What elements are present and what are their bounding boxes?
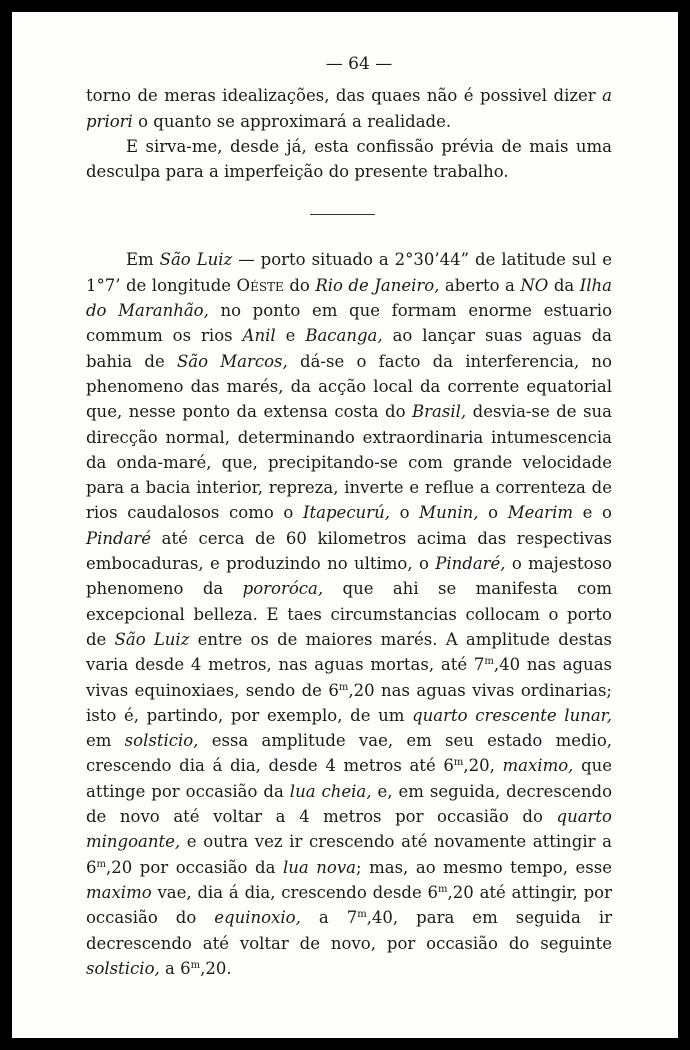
italic-term: solsticio, — [124, 731, 199, 751]
italic-term: São Marcos, — [176, 351, 288, 371]
text-run: o quanto se approximará a realidade. — [132, 111, 452, 131]
unit-superscript: m — [96, 858, 106, 870]
text-run: no ponto em que formam enorme estuario commum os rios — [86, 301, 612, 346]
italic-term: quarto mingoante, — [86, 807, 612, 852]
text-run: o — [478, 503, 508, 523]
italic-term: lua nova — [282, 857, 356, 877]
italic-term: Itapecurú, — [303, 503, 390, 523]
italic-term: lua cheia, — [289, 781, 372, 801]
unit-superscript: m — [484, 656, 494, 668]
italic-term: a priori — [86, 86, 612, 131]
small-caps-term: Oéste — [236, 275, 284, 295]
italic-term: pororóca, — [242, 579, 324, 599]
text-run: o — [389, 503, 420, 523]
italic-term: Anil — [242, 326, 276, 346]
italic-term: Brasil, — [412, 402, 467, 422]
paragraph-sao-luiz — [86, 247, 612, 981]
text-run: e — [275, 326, 306, 346]
italic-term: São Luiz — [114, 629, 190, 649]
unit-superscript: m — [438, 883, 448, 895]
italic-term: Rio de Janeiro, — [315, 275, 440, 295]
text-run: aberto a — [439, 275, 521, 295]
italic-term: Munin, — [419, 503, 479, 523]
text-run: em — [86, 731, 125, 751]
unit-superscript: m — [453, 757, 464, 769]
text-run: até cerca de 60 kilometros acima das respectivas embocaduras, e produzindo no ultimo, o — [86, 528, 612, 574]
italic-term: São Luiz — [159, 250, 233, 270]
text-run: — porto situado a 2°30’44” de latitude sul e 1°7’ de longitude — [86, 250, 613, 295]
text-run: dá-se o facto da interferencia, no phenomeno das marés, da acção local da corrente equatorial que, nesse ponto da extensa costa do — [86, 351, 612, 422]
text-run: ,20. — [200, 958, 232, 978]
text-run: a 7 — [300, 908, 358, 928]
unit-superscript: m — [190, 959, 201, 971]
text-run: Em — [126, 250, 160, 270]
italic-term: equinoxio, — [214, 908, 301, 928]
text-run: da — [548, 275, 580, 295]
text-run: ao lançar suas aguas da bahia de — [86, 326, 612, 371]
italic-term: Ilha do Maranhão, — [86, 275, 612, 321]
text-run: ,40 nas aguas vivas equinoxiaes, sendo de 6 — [86, 655, 612, 700]
unit-superscript: m — [357, 909, 367, 921]
text-run: ,20, — [463, 756, 503, 776]
text-run: o majestoso phenomeno da — [86, 554, 612, 599]
text-run: e outra vez ir crescendo até novamente attingir a 6 — [86, 832, 612, 877]
italic-term: Pindaré — [86, 528, 152, 548]
text-run: vae, dia á dia, crescendo desde 6 — [151, 882, 439, 902]
italic-term: quarto crescente lunar, — [412, 705, 612, 725]
text-run: entre os de maiores marés. A amplitude destas varia desde 4 metros, nas aguas mortas, até 7 — [86, 629, 612, 675]
book-page — [12, 12, 678, 1038]
italic-term: Mearim — [507, 503, 573, 523]
text-run: que ahi se manifesta com excepcional belleza. E taes circumstancias collocam o porto de — [86, 579, 612, 649]
text-run: torno de meras idealizações, das quaes não é possivel dizer — [86, 86, 603, 106]
text-run: ,20 nas aguas vivas ordinarias; isto é, partindo, por exemplo, de um — [86, 680, 612, 725]
text-run: ,20 até attingir, por occasião do — [86, 882, 612, 928]
italic-term: solsticio, — [86, 958, 160, 978]
text-run: ,40, para em seguida ir decrescendo até voltar de novo, por occasião do seguinte — [86, 908, 612, 953]
text-run: do — [283, 275, 316, 295]
italic-term: NO — [520, 275, 549, 295]
section-divider — [310, 214, 375, 215]
page-content — [86, 52, 612, 981]
paragraph-apology: E sirva-me, desde já, esta confissão prévia de mais uma desculpa para a imperfeição do presente trabalho. — [86, 136, 612, 182]
italic-term: Bacanga, — [305, 326, 383, 346]
text-run: que attinge por occasião da — [86, 756, 613, 801]
text-run: e, em seguida, decrescendo de novo até voltar a 4 metros por occasião do — [86, 781, 612, 827]
italic-term: Pindaré, — [435, 554, 506, 574]
text-run: ; mas, ao mesmo tempo, esse — [356, 857, 612, 877]
page-number: — 64 — — [325, 54, 393, 74]
text-run: e o — [573, 503, 612, 523]
paragraph-continuation — [86, 83, 612, 134]
text-run: desvia-se de sua direcção normal, determinando extraordinaria intumescencia da onda-maré, que, precipitando-se com grande velocidade para a bacia interior, repreza, inverte e reflue a correnteza de rios caudalosos como o — [86, 402, 613, 523]
text-run: ,20 por occasião da — [105, 857, 283, 877]
unit-superscript: m — [338, 681, 349, 693]
italic-term: maximo, — [502, 756, 574, 776]
text-run: essa amplitude vae, em seu estado medio, crescendo dia á dia, desde 4 metros até 6 — [86, 731, 613, 776]
italic-term: maximo — [86, 882, 152, 902]
text-run: a 6 — [159, 958, 191, 978]
